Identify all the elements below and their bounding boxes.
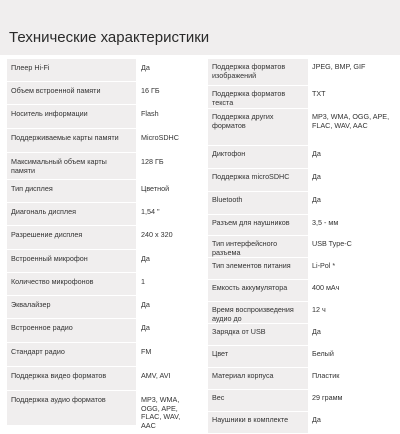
spec-value: MP3, WMA, OGG, APE, FLAC, WAV, AAC bbox=[136, 391, 196, 425]
spec-value: Да bbox=[136, 250, 196, 272]
spec-value: AMV, AVI bbox=[136, 367, 196, 390]
spec-row-right bbox=[208, 280, 395, 302]
spec-label: Встроенное радио bbox=[7, 319, 136, 342]
spec-value: Да bbox=[308, 192, 395, 214]
spec-row-right bbox=[208, 169, 395, 192]
spec-table-left bbox=[7, 59, 196, 430]
spec-value: 1,54 " bbox=[136, 203, 196, 225]
spec-value: Белый bbox=[308, 346, 395, 367]
spec-label: Встроенный микрофон bbox=[7, 250, 136, 272]
spec-table-right bbox=[208, 59, 395, 434]
spec-value: Да bbox=[308, 169, 395, 191]
spec-row-left bbox=[7, 59, 196, 82]
spec-label: Количество микрофонов bbox=[7, 273, 136, 295]
spec-row-left bbox=[7, 296, 196, 319]
spec-value: Да bbox=[308, 412, 395, 433]
spec-row-right bbox=[208, 390, 395, 412]
spec-value: Flash bbox=[136, 105, 196, 128]
spec-row-left bbox=[7, 319, 196, 343]
spec-label: Зарядка от USB bbox=[208, 324, 308, 345]
spec-label: Тип дисплея bbox=[7, 180, 136, 202]
spec-row-left bbox=[7, 203, 196, 226]
spec-row-right bbox=[208, 324, 395, 346]
spec-label: Bluetooth bbox=[208, 192, 308, 214]
spec-label: Поддержка microSDHC bbox=[208, 169, 308, 191]
spec-row-right bbox=[208, 368, 395, 390]
spec-value: Да bbox=[308, 324, 395, 345]
spec-row-left bbox=[7, 343, 196, 367]
spec-value: FM bbox=[136, 343, 196, 366]
spec-value: JPEG, BMP, GIF bbox=[308, 59, 395, 85]
spec-row-left bbox=[7, 250, 196, 273]
spec-row-left bbox=[7, 226, 196, 250]
spec-label: Поддержка других форматов bbox=[208, 109, 308, 145]
spec-row-right bbox=[208, 86, 395, 109]
spec-value: Цветной bbox=[136, 180, 196, 202]
spec-label: Поддержка аудио форматов bbox=[7, 391, 136, 425]
spec-label: Поддержка видео форматов bbox=[7, 367, 136, 390]
spec-value: TXT bbox=[308, 86, 395, 108]
spec-value: Да bbox=[136, 59, 196, 81]
spec-row-right bbox=[208, 109, 395, 146]
spec-row-right bbox=[208, 412, 395, 434]
spec-value: Да bbox=[308, 146, 395, 168]
spec-value: Да bbox=[136, 319, 196, 342]
spec-row-left bbox=[7, 391, 196, 430]
spec-label: Диагональ дисплея bbox=[7, 203, 136, 225]
spec-row-left bbox=[7, 105, 196, 129]
spec-value: 12 ч bbox=[308, 302, 395, 323]
title-bar bbox=[0, 0, 400, 55]
spec-label: Максимальный объем карты памяти bbox=[7, 153, 136, 179]
spec-label: Диктофон bbox=[208, 146, 308, 168]
spec-label: Поддерживаемые карты памяти bbox=[7, 129, 136, 152]
spec-label: Наушники в комплекте bbox=[208, 412, 308, 433]
spec-label: Емкость аккумулятора bbox=[208, 280, 308, 301]
spec-row-right bbox=[208, 215, 395, 236]
spec-label: Материал корпуса bbox=[208, 368, 308, 389]
spec-row-right bbox=[208, 146, 395, 169]
page-title: Технические характеристики bbox=[9, 29, 210, 46]
spec-value: 16 ГБ bbox=[136, 82, 196, 104]
spec-value: 400 мАч bbox=[308, 280, 395, 301]
spec-row-right bbox=[208, 236, 395, 258]
spec-label: Разъем для наушников bbox=[208, 215, 308, 235]
spec-label: Носитель информации bbox=[7, 105, 136, 128]
spec-row-right bbox=[208, 302, 395, 324]
spec-label: Разрешение дисплея bbox=[7, 226, 136, 249]
spec-label: Вес bbox=[208, 390, 308, 411]
spec-value: 1 bbox=[136, 273, 196, 295]
spec-row-left bbox=[7, 129, 196, 153]
spec-value: 29 грамм bbox=[308, 390, 395, 411]
spec-row-left bbox=[7, 273, 196, 296]
spec-label: Стандарт радио bbox=[7, 343, 136, 366]
spec-label: Поддержка форматов изображений bbox=[208, 59, 308, 85]
spec-value: Li-Pol * bbox=[308, 258, 395, 279]
spec-value: Да bbox=[136, 296, 196, 318]
spec-row-left bbox=[7, 82, 196, 105]
spec-label: Цвет bbox=[208, 346, 308, 367]
spec-row-right bbox=[208, 59, 395, 86]
spec-value: Пластик bbox=[308, 368, 395, 389]
spec-value: MicroSDHC bbox=[136, 129, 196, 152]
spec-label: Эквалайзер bbox=[7, 296, 136, 318]
spec-value: USB Type-C bbox=[308, 236, 395, 257]
spec-label: Время воспроизведения аудио до bbox=[208, 302, 308, 323]
spec-row-right bbox=[208, 258, 395, 280]
spec-label: Поддержка форматов текста bbox=[208, 86, 308, 108]
spec-row-right bbox=[208, 192, 395, 215]
spec-label: Плеер Hi-Fi bbox=[7, 59, 136, 81]
spec-label: Тип интерфейсного разъема bbox=[208, 236, 308, 257]
spec-value: MP3, WMA, OGG, APE, FLAC, WAV, AAC bbox=[308, 109, 395, 145]
spec-label: Тип элементов питания bbox=[208, 258, 308, 279]
spec-row-left bbox=[7, 153, 196, 180]
spec-value: 3,5 - мм bbox=[308, 215, 395, 235]
spec-value: 128 ГБ bbox=[136, 153, 196, 179]
spec-row-left bbox=[7, 367, 196, 391]
spec-value: 240 x 320 bbox=[136, 226, 196, 249]
spec-row-right bbox=[208, 346, 395, 368]
spec-row-left bbox=[7, 180, 196, 203]
spec-label: Объем встроенной памяти bbox=[7, 82, 136, 104]
